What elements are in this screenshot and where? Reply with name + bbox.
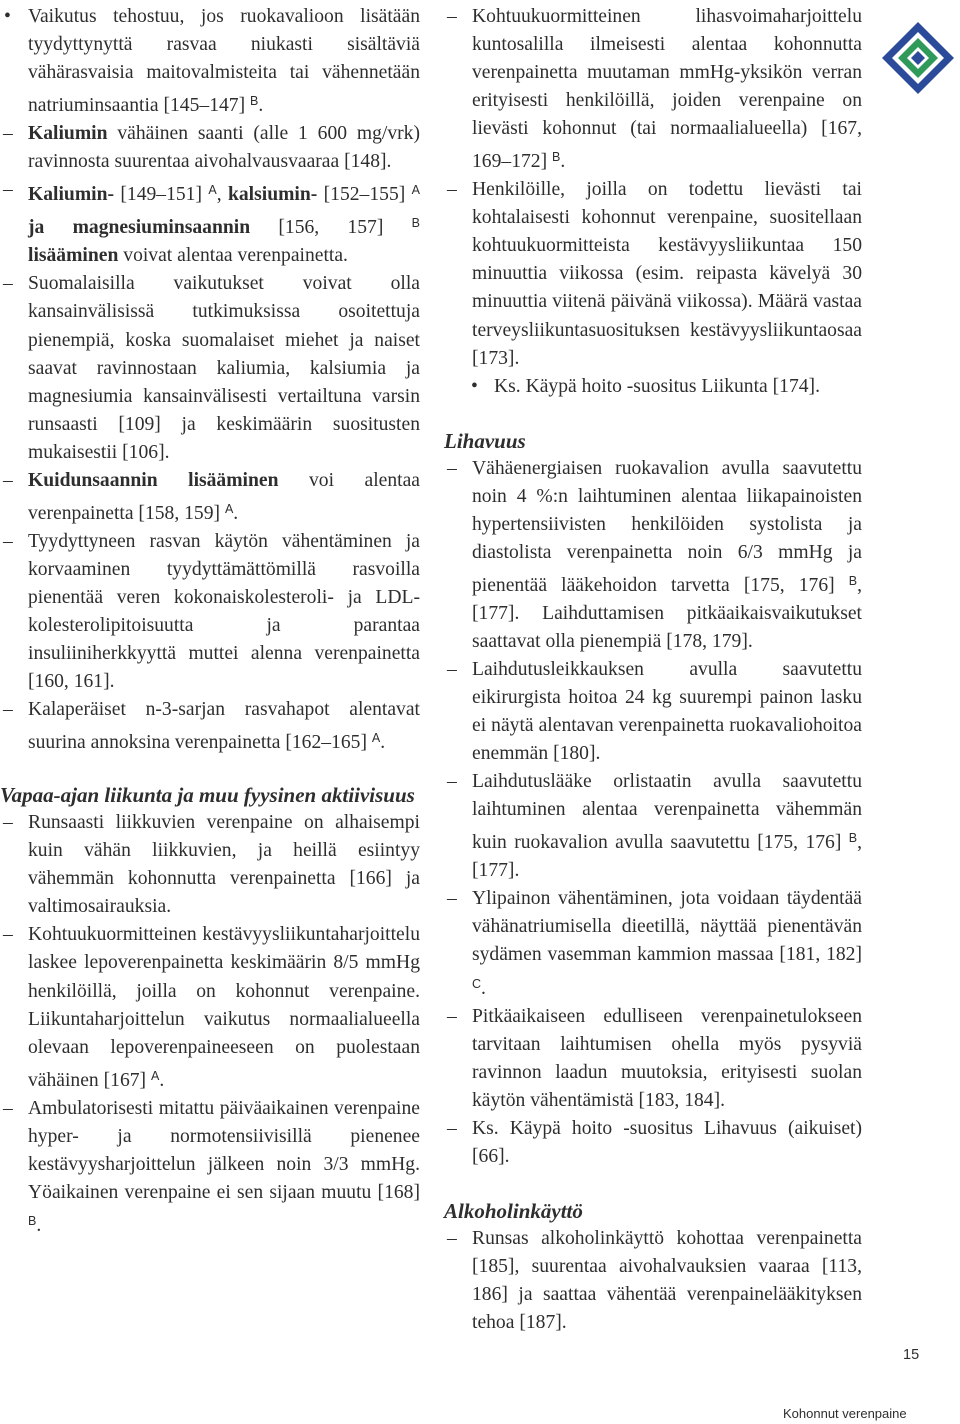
bullet-icon: •	[4, 6, 11, 27]
list-item: – Laihdutusleikkauksen avulla saavutettu eikirurgista hoitoa 24 kg suurempi painon lasku ei näytä alentavan verenpainetta ruokavaliohoitoa enemmän [180].	[444, 656, 862, 768]
dash-marker: –	[3, 469, 13, 491]
evidence-grade-badge: A	[411, 183, 420, 198]
diamond-logo-icon	[880, 20, 956, 96]
evidence-grade-badge: B	[411, 216, 420, 231]
list-item: – Pitkäaikaiseen edulliseen verenpainetulokseen tarvitaan laihtumisen ohella myös pysyviä ravinnon laadun muutoksia, erityisesti suolan käytön vähentämistä [183, 184].	[444, 1003, 862, 1115]
list-item: – Ylipainon vähentäminen, jota voidaan täydentää vähänatriumisella dieetillä, näyttää pienentävän sydämen vasemman kammion massaa [181, 182] $^C$.	[444, 885, 862, 1002]
list-item: – Laihdutuslääke orlistaatin avulla saavutettu laihtuminen alentaa verenpainetta vähemmän kuin ruokavalion avulla saavutettu [175, 176] $^B$, [177].	[444, 768, 862, 885]
dash-marker: –	[447, 888, 457, 910]
list-item: – Ks. Käypä hoito -suositus Lihavuus (aikuiset) [66].	[444, 1115, 862, 1171]
list-item: – Henkilöille, joilla on todettu lievästi tai kohtalaisesti kohonnut verenpaine, suositellaan kohtuukuormitteista kestävyysliikuntaa 150 minuuttia viikossa (esim. reipasta kävelyä 30 minuuttia viitenä päivänä viikossa). Määrä vastaa terveysliikuntasuosituksen kestävyysliikuntaosaa [173].	[444, 176, 862, 372]
dash-marker: –	[3, 924, 13, 946]
evidence-grade-badge: B	[848, 831, 858, 846]
list-item: – Kuidunsaannin lisääminen voi alentaa verenpainetta [158, 159] $^A$.	[0, 467, 420, 528]
dash-marker: –	[447, 771, 457, 793]
evidence-grade-badge: A	[371, 731, 381, 746]
list-item: • Ks. Käypä hoito -suositus Liikunta [174].	[444, 373, 862, 401]
evidence-grade-badge: B	[28, 1213, 37, 1228]
dash-marker: –	[447, 457, 457, 479]
dash-marker: –	[447, 6, 457, 27]
list-item: – Kohtuukuormitteinen lihasvoimaharjoittelu kuntosalilla ilmeisesti alentaa kohonnutta verenpainetta muutaman mmHg-yksikön verran erityisesti henkilöillä, joiden verenpaine on lievästi kohonnut (tai normaalialueella) [167, 169–172] $^B$.	[444, 0, 862, 176]
dash-marker: –	[3, 699, 13, 721]
dash-marker: –	[447, 1227, 457, 1249]
evidence-grade-badge: A	[150, 1068, 160, 1083]
right-column	[444, 0, 862, 1337]
evidence-grade-badge: C	[472, 976, 482, 991]
list-item: – Kohtuukuormitteinen kestävyysliikuntaharjoittelu laskee lepoverenpainetta keskimäärin 8/5 mmHg henkilöillä, joilla on kohonnut verenpaine. Liikuntaharjoittelun vaikutus normaalialueella olevaan lepoverenpaineeseen on puolestaan vähäinen [167] $^A$.	[0, 921, 420, 1094]
left-column	[0, 0, 420, 1240]
evidence-grade-badge: A	[208, 183, 217, 198]
bullet-icon: •	[471, 375, 478, 397]
section-heading-exercise: Vapaa-ajan liikunta ja muu fyysinen aktiivisuus	[0, 783, 415, 808]
list-item: – Kaliumin vähäinen saanti (alle 1 600 mg/vrk) ravinnosta suurentaa aivohalvausvaaraa [148].	[0, 120, 420, 176]
section-heading-weight: Lihavuus	[444, 428, 526, 453]
list-item: – Kaliumin- [149–151] $^A$, kalsiumin- [152–155] $^A$ ja magnesiuminsaannin [156, 157] $^B$ lisääminen voivat alentaa verenpainetta.	[0, 176, 420, 270]
evidence-grade-badge: A	[224, 501, 234, 516]
dash-marker: –	[3, 812, 13, 834]
evidence-grade-badge: B	[848, 573, 858, 588]
dash-marker: –	[3, 123, 13, 145]
dash-marker: –	[447, 1005, 457, 1027]
dash-marker: –	[447, 179, 457, 201]
section-heading-alcohol: Alkoholinkäyttö	[444, 1198, 583, 1223]
footer-title: Kohonnut verenpaine	[783, 1406, 907, 1421]
list-item: – Kalaperäiset n-3-sarjan rasvahapot alentavat suurina annoksina verenpainetta [162–165] $^A$.	[0, 696, 420, 757]
list-item: – Vähäenergiaisen ruokavalion avulla saavutettu noin 4 %:n laihtuminen alentaa liikapainoisten hypertensiivisten henkilöiden systolista ja diastolista verenpainetta noin 6/3 mmHg ja pienentää lääkehoidon tarvetta [175, 176] $^B$, [177]. Laihduttamisen pitkäaikaisvaikutukset saattavat olla pienempiä [178, 179].	[444, 455, 862, 656]
page-number: 15	[903, 1347, 920, 1363]
dash-marker: –	[3, 273, 13, 295]
list-item: – Runsaasti liikkuvien verenpaine on alhaisempi kuin vähän liikkuvien, ja heillä esiintyy vähemmän kohonnutta verenpainetta [166] ja valtimosairauksia.	[0, 809, 420, 921]
dash-marker: –	[3, 530, 13, 552]
list-item: – Suomalaisilla vaikutukset voivat olla kansainvälisissä tutkimuksissa osoitettuja pienempiä, koska suomalaiset miehet ja naiset saavat ravinnostaan kaliumia, kalsiumia ja magnesiumia kansainvälisesti vertailtuna varsin runsaasti [109] ja keskimäärin suositusten mukaisestii [106].	[0, 270, 420, 466]
dash-marker: –	[447, 658, 457, 680]
list-item: – Ambulatorisesti mitattu päiväaikainen verenpaine hyper- ja normotensiivisillä pienenee kestävyysharjoittelun jälkeen noin 3/3 mmHg. Yöaikainen verenpaine ei sen sijaan muutu [168] $^B$.	[0, 1095, 420, 1240]
evidence-grade-badge: B	[250, 94, 259, 109]
dash-marker: –	[447, 1117, 457, 1139]
list-item: – Tyydyttyneen rasvan käytön vähentäminen ja korvaaminen tyydyttämättömillä rasvoilla pienentää veren kokonaiskolesteroli- ja LDL-kolesterolipitoisuutta ja parantaa insuliiniherkkyyttä muttei alenna verenpainetta [160, 161].	[0, 528, 420, 696]
list-item: – Runsas alkoholinkäyttö kohottaa verenpainetta [185], suurentaa aivohalvauksien vaaraa [113, 186] ja saattaa vähentää verenpainelääkityksen tehoa [187].	[444, 1225, 862, 1337]
dash-marker: –	[3, 1097, 13, 1119]
evidence-grade-badge: B	[552, 150, 561, 165]
list-item: • Vaikutus tehostuu, jos ruokavalioon lisätään tyydyttynyttä rasvaa niukasti sisältäviä vähärasvaisia maitovalmisteita tai vähennetään natriuminsaantia [145–147] $^B$.	[0, 0, 420, 120]
dash-marker: –	[3, 179, 13, 201]
